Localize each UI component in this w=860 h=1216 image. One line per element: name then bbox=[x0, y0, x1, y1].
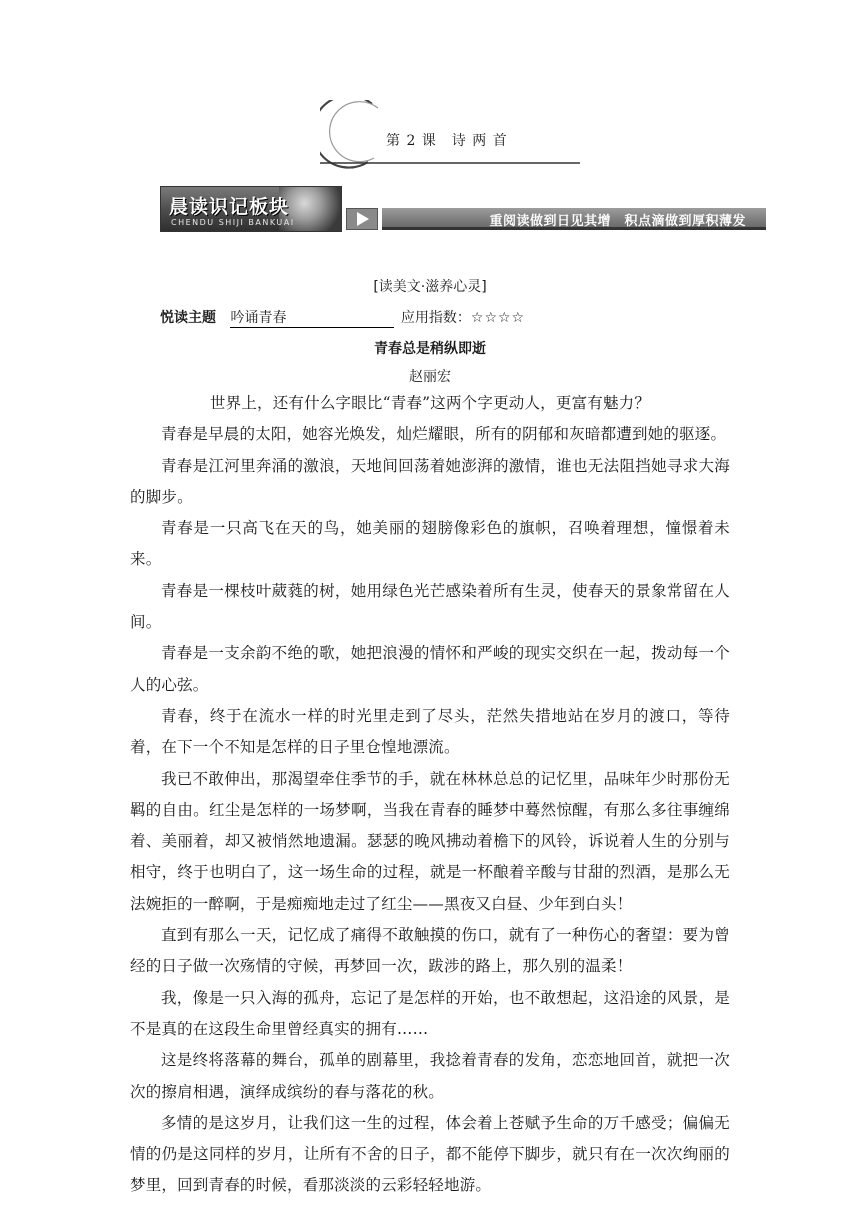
banner-slogan-bar bbox=[382, 208, 766, 230]
banner-logo-text: 晨读识记板块 bbox=[169, 196, 290, 218]
article-paragraph: 青春是早晨的太阳，她容光焕发，灿烂耀眼，所有的阴郁和灰暗都遭到她的驱逐。 bbox=[161, 425, 727, 444]
article-paragraph: 这是终将落幕的舞台，孤单的剧幕里，我捻着青春的发角，恋恋地回首，就把一次次的擦肩相遇，演绎成缤纷的春与落花的秋。 bbox=[130, 1051, 730, 1101]
rating-label: 应用指数： bbox=[400, 310, 471, 326]
article-paragraph: 我已不敢伸出，那渴望牵住季节的手，就在林林总总的记忆里，品味年少时那份无羁的自由。红尘是怎样的一场梦啊，当我在青春的睡梦中蓦然惊醒，有那么多往事缠绵着、美丽着，却又被悄然地遗漏。瑟瑟的晚风拂动着檐下的风铃，诉说着人生的分别与相守，终于也明白了，这一场生命的过程，就是一杯酿着辛酸与甘甜的烈酒，是那么无法婉拒的一醉啊，于是痴痴地走过了红尘——黑夜又白昼、少年到白头！ bbox=[130, 769, 730, 913]
lesson-header bbox=[320, 100, 582, 170]
play-arrow-icon bbox=[346, 208, 378, 230]
theme-label: 悦读主题 bbox=[160, 310, 216, 326]
section-heading: [读美文·滋养心灵] bbox=[373, 279, 487, 295]
article-paragraph: 青春，终于在流水一样的时光里走到了尽头，茫然失措地站在岁月的渡口，等待着，在下一个不知是怎样的日子里仓惶地漂流。 bbox=[130, 706, 730, 757]
rating-stars: ☆☆☆☆ bbox=[470, 310, 526, 326]
article-paragraph: 我，像是一只入海的孤舟，忘记了是怎样的开始，也不敢想起，这沿途的风景，是不是真的在这段生命里曾经真实的拥有…… bbox=[130, 988, 730, 1038]
theme-value: 吟诵青春 bbox=[230, 307, 394, 328]
lesson-title: 第 2 课 诗 两 首 bbox=[386, 133, 508, 149]
theme-row bbox=[160, 307, 525, 328]
article-paragraph: 世界上，还有什么字眼比“青春”这两个字更动人，更富有魅力？ bbox=[209, 394, 651, 412]
article-author: 赵丽宏 bbox=[409, 369, 451, 385]
banner-logo bbox=[160, 186, 342, 232]
article-title: 青春总是稍纵即逝 bbox=[374, 341, 486, 357]
banner-logo-subtext: CHENDU SHIJI BANKUAI bbox=[171, 218, 295, 227]
section-banner bbox=[160, 186, 766, 238]
article-paragraph: 青春是一只高飞在天的鸟，她美丽的翅膀像彩色的旗帜，召唤着理想，憧憬着未来。 bbox=[130, 519, 730, 569]
article-paragraph: 青春是一支余韵不绝的歌，她把浪漫的情怀和严峻的现实交织在一起，拨动每一个人的心弦。 bbox=[130, 644, 730, 694]
article-paragraph: 青春是江河里奔涌的激浪，天地间回荡着她澎湃的激情，谁也无法阻挡她寻求大海的脚步。 bbox=[130, 456, 730, 506]
article-paragraph: 青春是一棵枝叶葳蕤的树，她用绿色光芒感染着所有生灵，使春天的景象常留在人间。 bbox=[130, 581, 730, 632]
article-paragraph: 多情的是这岁月，让我们这一生的过程，体会着上苍赋予生命的万千感受；偏偏无情的仍是这同样的岁月，让所有不舍的日子，都不能停下脚步，就只有在一次次绚丽的梦里，回到青春的时候，看那淡淡的云彩轻轻地游。 bbox=[130, 1113, 730, 1195]
article-body bbox=[130, 388, 730, 1202]
article-paragraph: 直到有那么一天，记忆成了痛得不敢触摸的伤口，就有了一种伤心的奢望：要为曾经的日子做一次殇情的守候，再梦回一次，跋涉的路上，那久别的温柔！ bbox=[130, 926, 730, 976]
banner-slogan: 重阅读做到日见其增 积点滴做到厚积薄发 bbox=[489, 214, 746, 229]
